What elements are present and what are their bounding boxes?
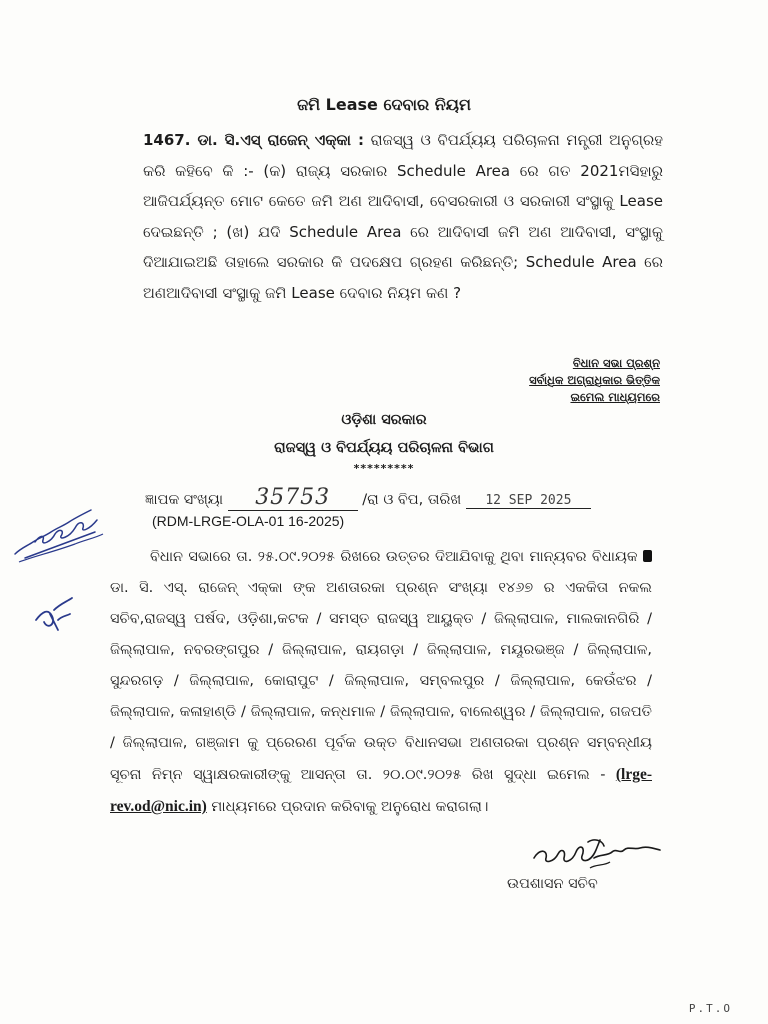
body-text-part3: ମାଧ୍ୟମରେ ପ୍ରଦାନ କରିବାକୁ ଅନୁରୋଧ କରାଗଲା। [211,799,489,815]
memo-line [145,485,591,511]
priority-note-line1: ବିଧାନ ସଭା ପ୍ରଶ୍ନ [572,356,660,370]
memo-body [110,542,652,823]
question-block [143,125,663,308]
signatory-designation: ଉପଶାସନ ସଚିବ [507,876,598,892]
signature-scribble [530,828,670,876]
memo-dept-code: /ରା ଓ ବିପ, ତାରିଖ [362,492,462,508]
priority-note-line3: ଇମେଲ ମାଧ୍ୟମରେ [570,390,660,404]
memo-number: 35753 [228,485,358,511]
ink-blot [643,550,652,562]
separator-stars: ********* [353,462,415,475]
government-heading: ଓଡ଼ିଶା ସରକାର [341,412,427,428]
email-address: (lrge-rev.od@nic.in) [110,766,652,815]
margin-handwriting [5,492,115,572]
memo-date-stamp: 12 SEP 2025 [466,493,591,509]
margin-initial [28,590,78,640]
question-title: ଜମି Lease ଦେବାର ନିୟମ [297,95,471,114]
question-text: ରାଜସ୍ୱ ଓ ବିପର୍ଯ୍ୟୟ ପରିଚାଳନା ମନ୍ତ୍ରୀ ଅନୁଗ୍ରହ କରି କହିବେ କି :- (କ) ରାଜ୍ୟ ସରକାର Schedule Area ରେ ଗତ 2021ମସିହାରୁ ଆଜିପର୍ଯ୍ୟନ୍ତ ମୋଟ କେତେ ଜମି ଅଣ ଆଦିବାସୀ, ବେସରକାରୀ ଓ ସରକାରୀ ସଂସ୍ଥାକୁ Lease ଦେଇଛନ୍ତି ; (ଖ) ଯଦି Schedule Area ରେ ଆଦିବାସୀ ଜମି ଅଣ ଆଦିବାସୀ, ସଂସ୍ଥାକୁ ଦିଆଯାଇଅଛି ତାହାଲେ ସରକାର କି ପଦକ୍ଷେପ ଗ୍ରହଣ କରିଛନ୍ତି; Schedule Area ରେ ଅଣଆଦିବାସୀ ସଂସ୍ଥାକୁ ଜମି Lease ଦେବାର ନିୟମ କଣ ? [143,131,663,302]
body-text-part2: ଡା. ସି. ଏସ୍. ରାଜେନ୍ ଏକ୍କା ଙ୍କ ଅଣତାରକା ପ୍ରଶ୍ନ ସଂଖ୍ୟା ୧୪୬୭ ର ଏକକିତା ନକଲ ସଚିବ,ରାଜସ୍ୱ ପର୍ଷଦ, ଓଡ଼ିଶା,କଟକ / ସମସ୍ତ ରାଜସ୍ୱ ଆୟୁକ୍ତ / ଜିଲ୍ଲାପାଳ, ମାଲକାନଗିରି / ଜିଲ୍ଲାପାଳ, ନବରଙ୍ଗପୁର / ଜିଲ୍ଲାପାଳ, ରାୟଗଡ଼ା / ଜିଲ୍ଲାପାଳ, ମୟୂରଭଞ୍ଜ / ଜିଲ୍ଲାପାଳ, ସୁନ୍ଦରଗଡ଼ / ଜିଲ୍ଲାପାଳ, କୋରାପୁଟ / ଜିଲ୍ଲାପାଳ, ସମ୍ବଲପୁର / ଜିଲ୍ଲାପାଳ, କେଉଁଝର / ଜିଲ୍ଲାପାଳ, କଳାହାଣ୍ଡି / ଜିଲ୍ଲାପାଳ, କନ୍ଧମାଳ / ଜିଲ୍ଲାପାଳ, ବାଲେଶ୍ୱର / ଜିଲ୍ଲାପାଳ, ଗଜପତି / ଜିଲ୍ଲାପାଳ, ଗଞ୍ଜାମ କୁ ପ୍ରେରଣ ପୂର୍ବକ ଉକ୍ତ ବିଧାନସଭା ଅଣତାରକା ପ୍ରଶ୍ନ ସମ୍ବନ୍ଧୀୟ ସୂଚନା ନିମ୍ନ ସ୍ୱାକ୍ଷରକାରୀଙ୍କୁ ଆସନ୍ତା ତା. ୨୦.୦୯.୨୦୨୫ ରିଖ ସୁଦ୍ଧା ଇମେଲ - [110,580,652,783]
department-heading: ରାଜସ୍ୱ ଓ ବିପର୍ଯ୍ୟୟ ପରିଚାଳନା ବିଭାଗ [274,440,494,456]
body-text-part1: ବିଧାନ ସଭାରେ ତା. ୨୫.୦୯.୨୦୨୫ ରିଖରେ ଉତ୍ତର ଦିଆଯିବାକୁ ଥିବା ମାନ୍ୟବର ବିଧାୟକ [150,549,638,565]
question-number: 1467. ଡା. ସି.ଏସ୍ ରାଜେନ୍ ଏକ୍କା : [143,131,364,149]
file-reference: (RDM-LRGE-OLA-01 16-2025) [152,513,345,529]
page-turn-note: P.T.O [688,1002,732,1015]
memo-label: ଜ୍ଞାପକ ସଂଖ୍ୟା [145,492,224,508]
priority-note [529,355,660,406]
priority-note-line2: ସର୍ବାଧିକ ଅଗ୍ରାଧିକାର ଭିତ୍ତିକ [529,373,660,387]
